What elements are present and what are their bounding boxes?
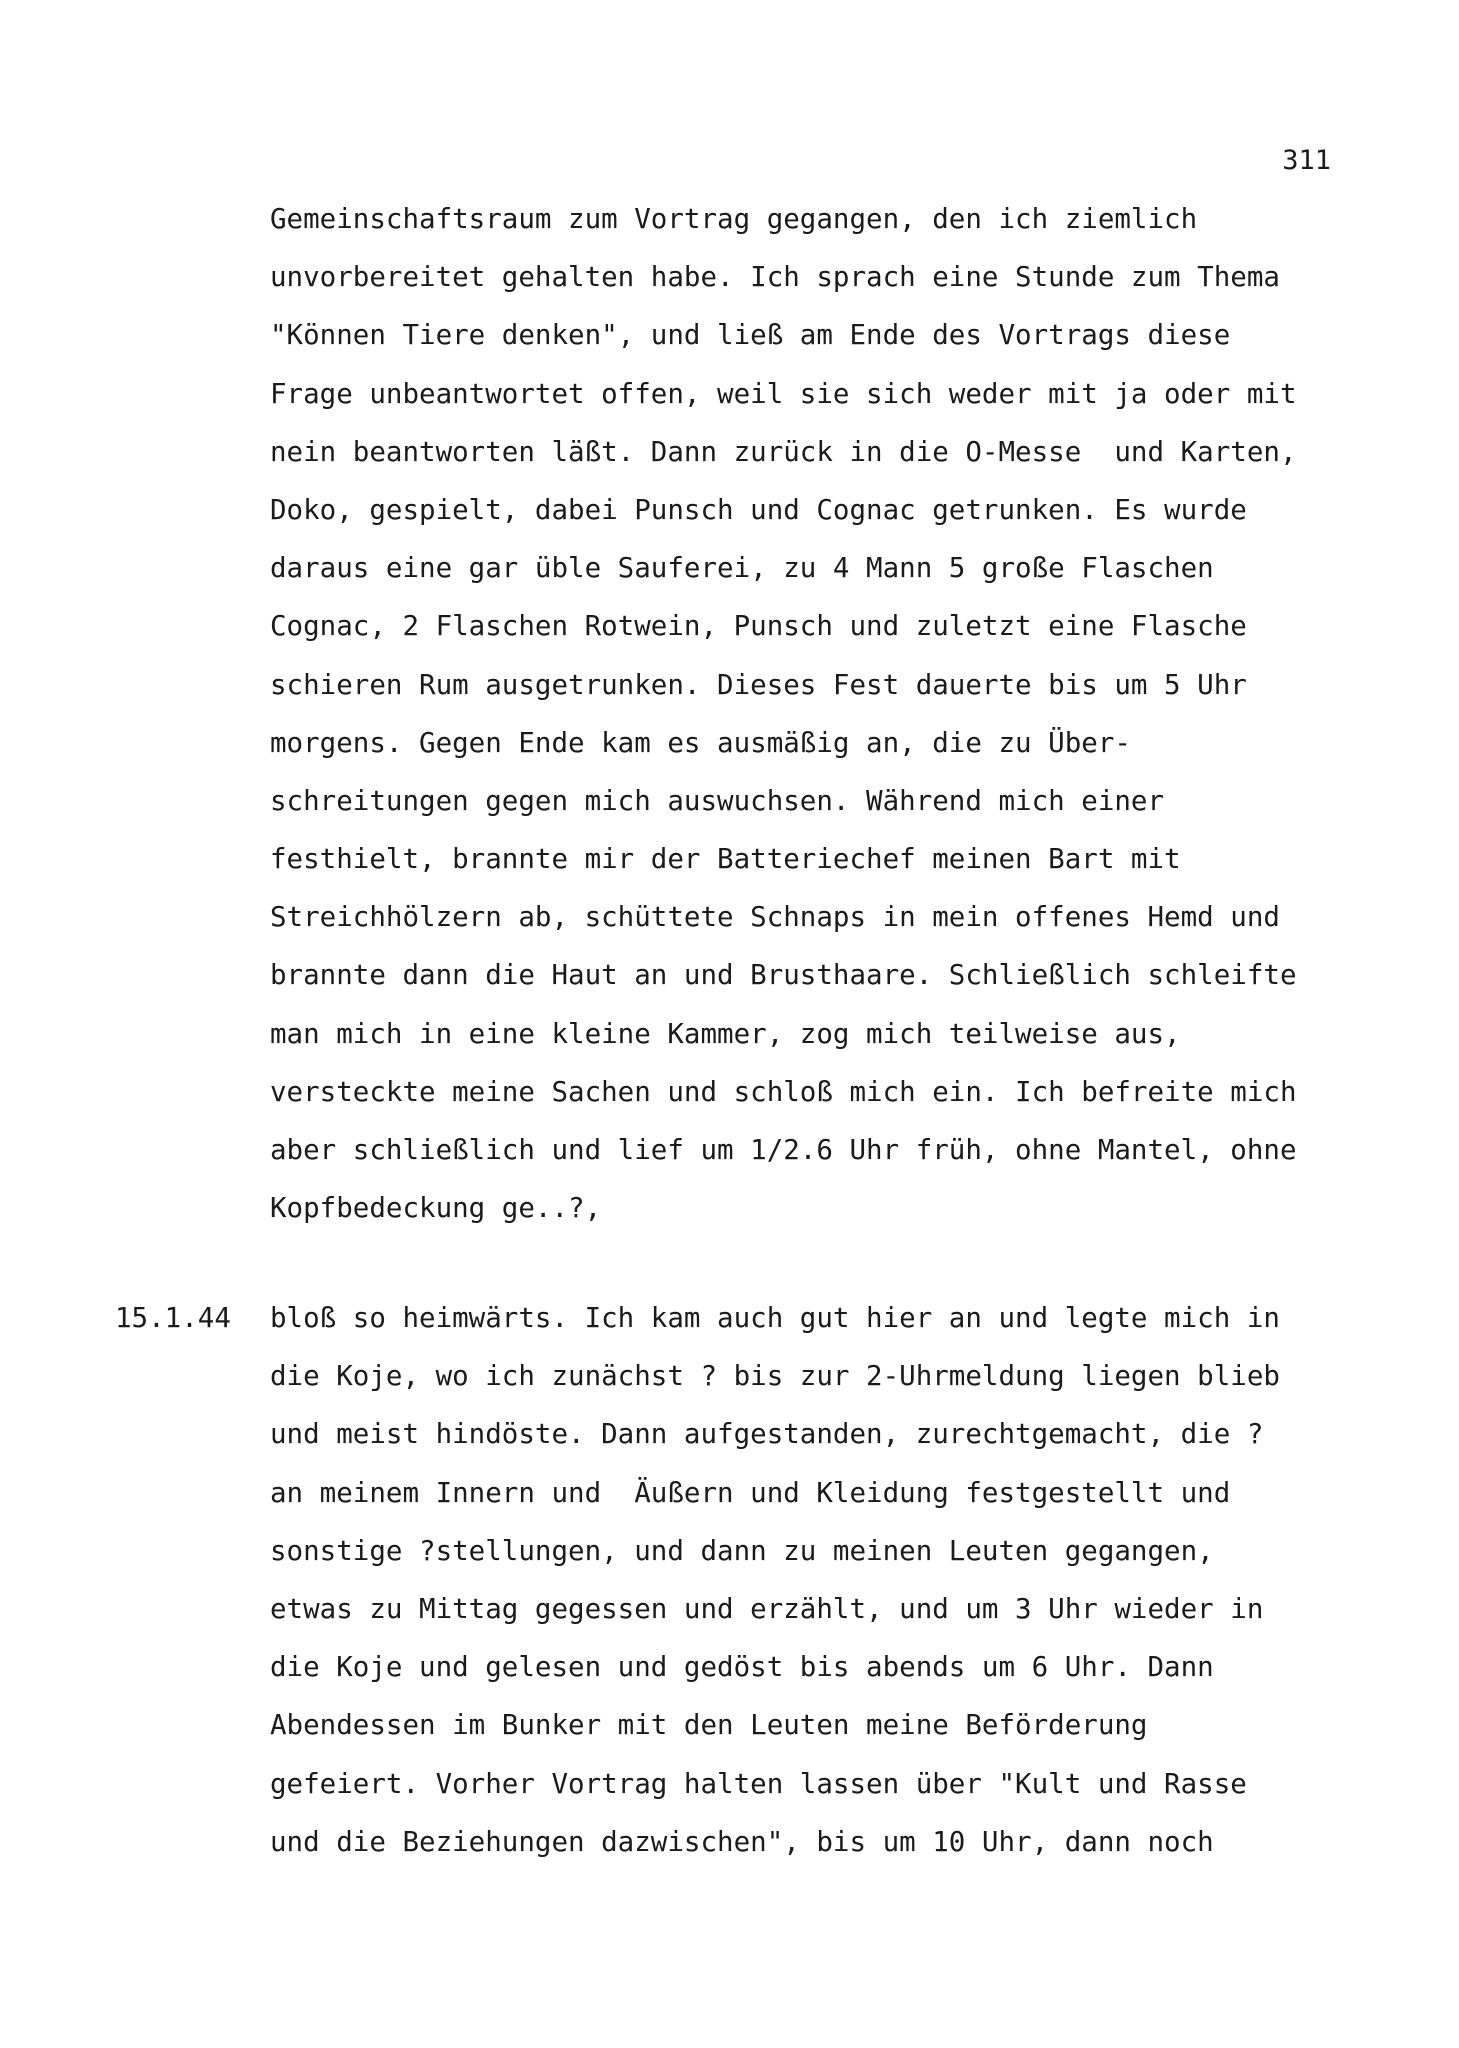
text-line: morgens. Gegen Ende kam es ausmäßig an, die zu Über-: [270, 726, 1131, 759]
text-line: Cognac, 2 Flaschen Rotwein, Punsch und zuletzt eine Flasche: [270, 610, 1247, 643]
text-line: Gemeinschaftsraum zum Vortrag gegangen, den ich ziemlich: [270, 203, 1198, 235]
text-line: versteckte meine Sachen und schloß mich ein. Ich befreite mich: [270, 1075, 1297, 1108]
text-line: daraus eine gar üble Sauferei, zu 4 Mann 5 große Flaschen: [270, 552, 1214, 585]
text-line: man mich in eine kleine Kammer, zog mich teilweise aus,: [270, 1017, 1181, 1050]
page-number: 311: [1282, 145, 1331, 176]
text-line: bloß so heimwärts. Ich kam auch gut hier an und legte mich in: [270, 1302, 1280, 1334]
text-line: die Koje, wo ich zunächst ? bis zur 2-Uhrmeldung liegen blieb: [270, 1360, 1280, 1393]
text-line: Kopfbedeckung ge..?,: [270, 1192, 602, 1225]
text-line: an meinem Innern und Äußern und Kleidung festgestellt und: [270, 1476, 1231, 1509]
text-line: Abendessen im Bunker mit den Leuten meine Beförderung: [270, 1709, 1148, 1742]
diary-entry: [270, 1297, 1390, 1879]
entry-date: 15.1.44: [115, 1302, 231, 1334]
text-line: und die Beziehungen dazwischen", bis um 10 Uhr, dann noch: [270, 1825, 1214, 1858]
text-line: nein beantworten läßt. Dann zurück in die O-Messe und Karten,: [270, 435, 1297, 468]
text-line: unvorbereitet gehalten habe. Ich sprach eine Stunde zum Thema: [270, 261, 1280, 294]
text-line: schieren Rum ausgetrunken. Dieses Fest dauerte bis um 5 Uhr: [270, 668, 1247, 701]
text-line: Doko, gespielt, dabei Punsch und Cognac getrunken. Es wurde: [270, 493, 1247, 526]
text-line: aber schließlich und lief um 1/2.6 Uhr früh, ohne Mantel, ohne: [270, 1134, 1297, 1166]
text-line: und meist hindöste. Dann aufgestanden, zurechtgemacht, die ?: [270, 1418, 1264, 1451]
text-line: Streichhölzern ab, schüttete Schnaps in mein offenes Hemd und: [270, 901, 1280, 934]
text-line: festhielt, brannte mir der Batteriechef meinen Bart mit: [270, 843, 1181, 876]
diary-entry-continued: [270, 198, 1390, 1245]
text-line: schreitungen gegen mich auswuchsen. Während mich einer: [270, 784, 1165, 817]
text-line: etwas zu Mittag gegessen und erzählt, und um 3 Uhr wieder in: [270, 1592, 1264, 1625]
text-line: gefeiert. Vorher Vortrag halten lassen über "Kult und Rasse: [270, 1767, 1247, 1800]
text-line: Frage unbeantwortet offen, weil sie sich weder mit ja oder mit: [270, 377, 1297, 410]
text-line: brannte dann die Haut an und Brusthaare. Schließlich schleifte: [270, 959, 1297, 992]
text-line: die Koje und gelesen und gedöst bis abends um 6 Uhr. Dann: [270, 1651, 1214, 1684]
text-line: "Können Tiere denken", und ließ am Ende des Vortrags diese: [270, 319, 1231, 352]
text-line: sonstige ?stellungen, und dann zu meinen Leuten gegangen,: [270, 1534, 1214, 1567]
